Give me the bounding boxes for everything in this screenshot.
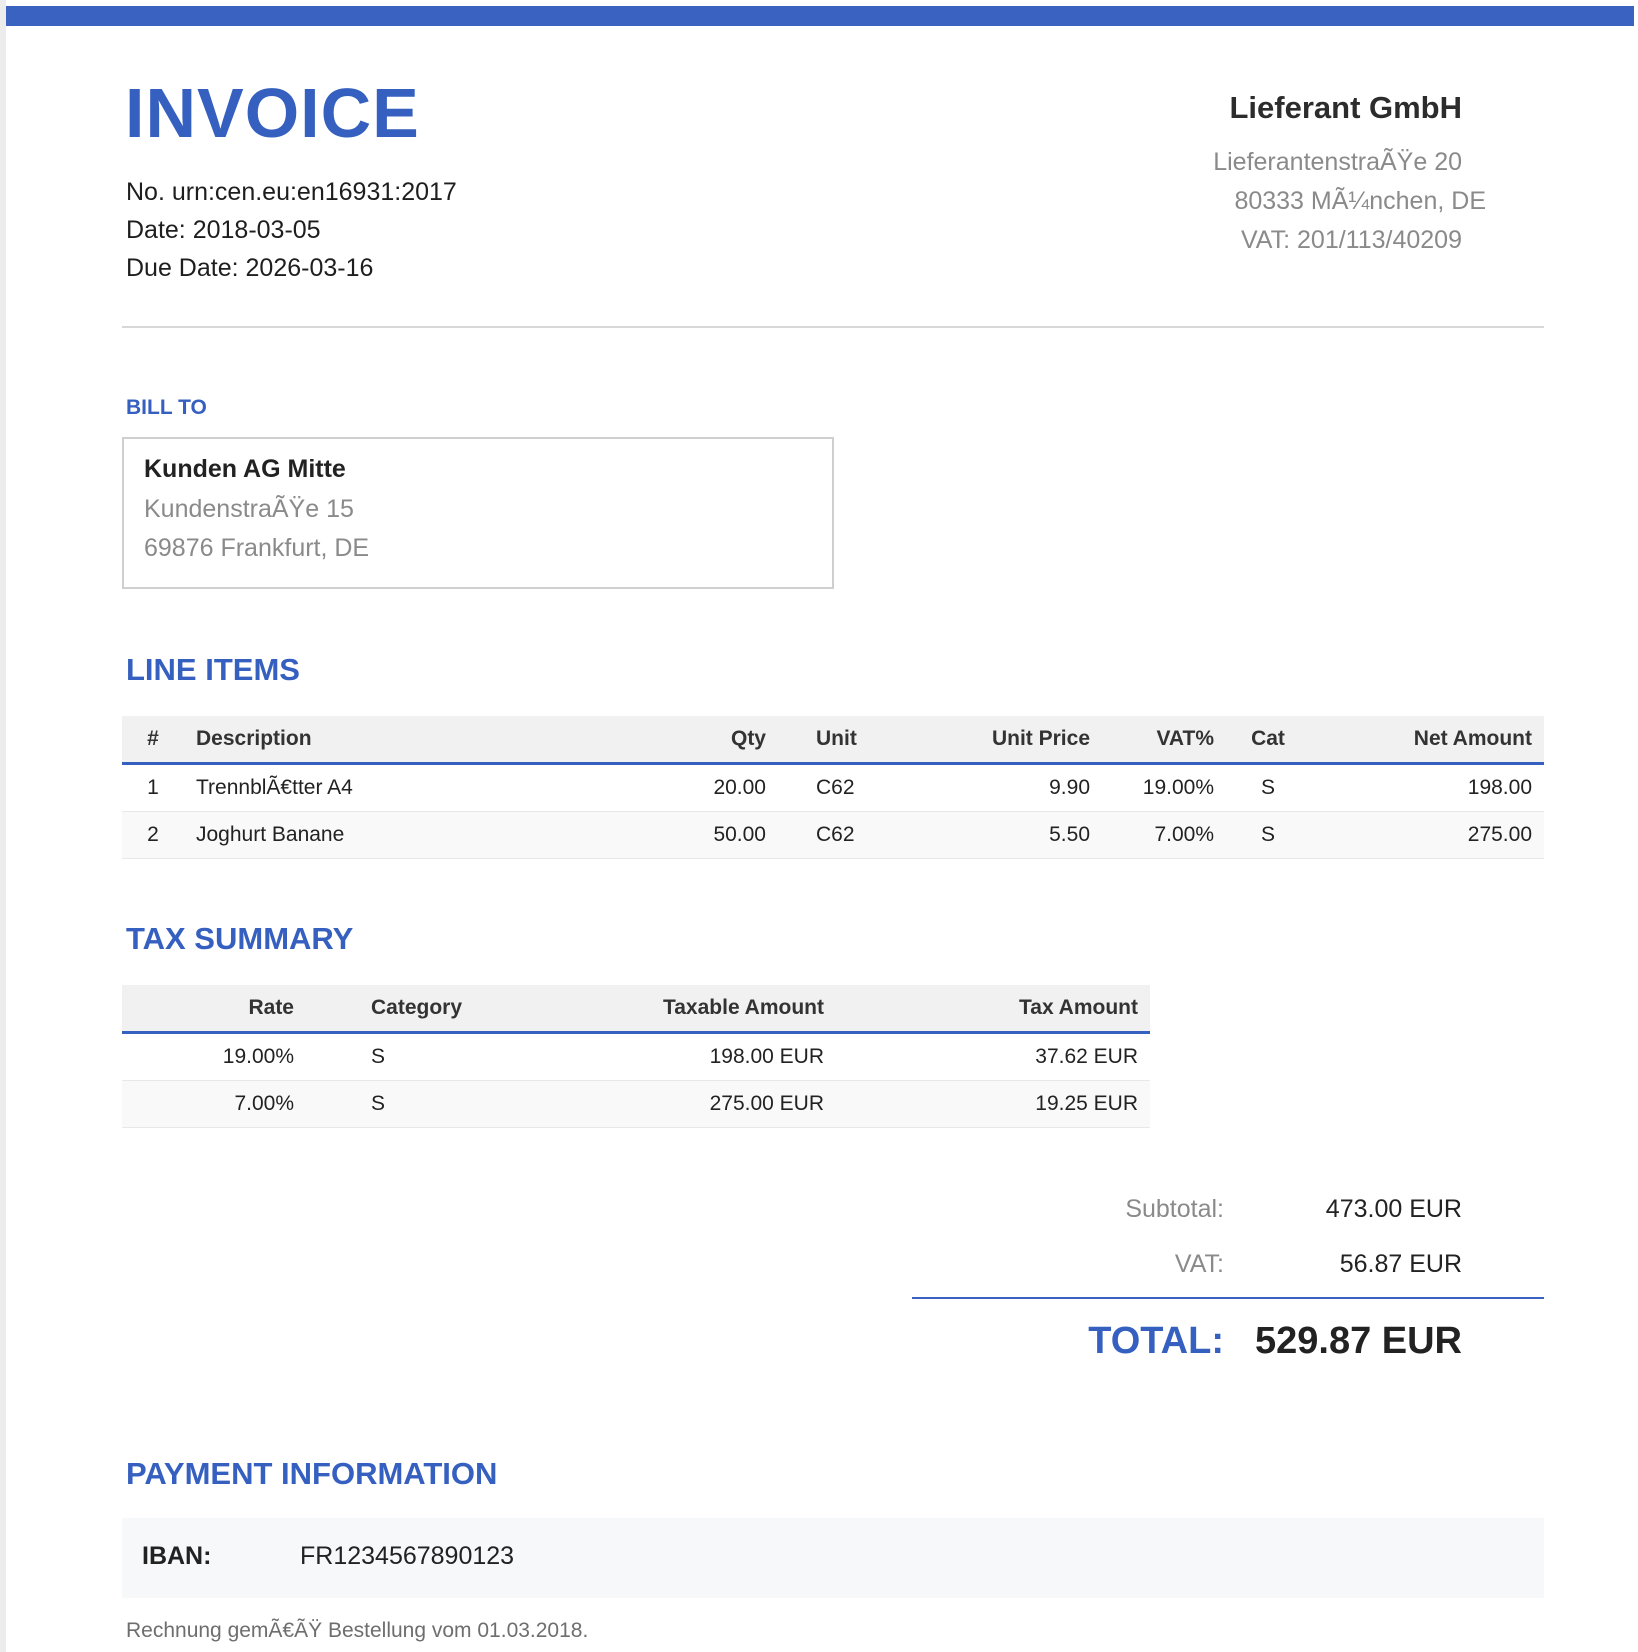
tax-rate: 19.00% — [122, 1033, 306, 1081]
table-row — [122, 1033, 1150, 1081]
invoice-title: INVOICE — [125, 74, 420, 152]
line-number: 2 — [122, 812, 184, 859]
taxable-amount: 275.00 EUR — [543, 1081, 836, 1128]
table-row — [122, 812, 1544, 859]
tax-rate: 7.00% — [122, 1081, 306, 1128]
tax-summary-table — [122, 985, 1150, 1128]
header-divider — [122, 326, 1544, 328]
tax-amount: 37.62 EUR — [836, 1033, 1150, 1081]
column-header: Taxable Amount — [543, 985, 836, 1033]
subtotal-label: Subtotal: — [1125, 1195, 1224, 1223]
subtotal-value: 473.00 EUR — [1325, 1195, 1462, 1223]
column-header: VAT% — [1102, 716, 1226, 764]
line-items-table — [122, 716, 1544, 859]
line-net-amount: 198.00 — [1310, 764, 1544, 812]
table-header-row — [122, 985, 1150, 1033]
line-qty: 50.00 — [644, 812, 778, 859]
column-header: Unit — [778, 716, 928, 764]
tax-summary-heading: TAX SUMMARY — [126, 921, 354, 956]
tax-amount: 19.25 EUR — [836, 1081, 1150, 1128]
column-header: Tax Amount — [836, 985, 1150, 1033]
column-header: Qty — [644, 716, 778, 764]
line-number: 1 — [122, 764, 184, 812]
line-category: S — [1226, 764, 1310, 812]
table-row — [122, 764, 1544, 812]
line-items-heading: LINE ITEMS — [126, 652, 300, 687]
line-description: TrennblÃ€tter A4 — [184, 764, 644, 812]
line-description: Joghurt Banane — [184, 812, 644, 859]
grand-total-label: TOTAL: — [1088, 1320, 1224, 1362]
payment-box — [122, 1518, 1544, 1598]
buyer-name: Kunden AG Mitte — [144, 455, 346, 483]
table-header-row — [122, 716, 1544, 764]
column-header: Cat — [1226, 716, 1310, 764]
tax-category: S — [306, 1033, 543, 1081]
column-header: Rate — [122, 985, 306, 1033]
taxable-amount: 198.00 EUR — [543, 1033, 836, 1081]
column-header: Unit Price — [928, 716, 1102, 764]
table-row — [122, 1081, 1150, 1128]
line-unit-price: 9.90 — [928, 764, 1102, 812]
payment-heading: PAYMENT INFORMATION — [126, 1456, 498, 1491]
line-vat-rate: 19.00% — [1102, 764, 1226, 812]
invoice-date: Date: 2018-03-05 — [126, 216, 321, 244]
totals-divider — [912, 1297, 1544, 1299]
buyer-city: 69876 Frankfurt, DE — [144, 534, 370, 562]
line-unit-price: 5.50 — [928, 812, 1102, 859]
column-header: Net Amount — [1310, 716, 1544, 764]
line-vat-rate: 7.00% — [1102, 812, 1226, 859]
bill-to-box — [122, 437, 834, 589]
column-header: Description — [184, 716, 644, 764]
seller-street: LieferantenstraÃŸe 20 — [1213, 148, 1462, 176]
line-net-amount: 275.00 — [1310, 812, 1544, 859]
invoice-note: Rechnung gemÃ€ÃŸ Bestellung vom 01.03.2018. — [126, 1619, 589, 1642]
line-unit: C62 — [778, 812, 928, 859]
iban-value: FR1234567890123 — [300, 1542, 515, 1570]
vat-total-value: 56.87 EUR — [1339, 1250, 1462, 1278]
iban-label: IBAN: — [142, 1542, 212, 1570]
line-unit: C62 — [778, 764, 928, 812]
seller-name: Lieferant GmbH — [1229, 90, 1462, 125]
line-qty: 20.00 — [644, 764, 778, 812]
column-header: Category — [306, 985, 543, 1033]
tax-category: S — [306, 1081, 543, 1128]
buyer-street: KundenstraÃŸe 15 — [144, 495, 354, 523]
seller-city: 80333 MÃ¼nchen, DE — [1234, 187, 1486, 215]
invoice-number: No. urn:cen.eu:en16931:2017 — [126, 178, 457, 206]
grand-total-value: 529.87 EUR — [1254, 1320, 1462, 1362]
seller-vat: VAT: 201/113/40209 — [1240, 226, 1462, 254]
column-header: # — [122, 716, 184, 764]
line-category: S — [1226, 812, 1310, 859]
vat-total-label: VAT: — [1174, 1250, 1224, 1278]
invoice-due-date: Due Date: 2026-03-16 — [126, 254, 374, 282]
bill-to-heading: BILL TO — [126, 396, 207, 419]
